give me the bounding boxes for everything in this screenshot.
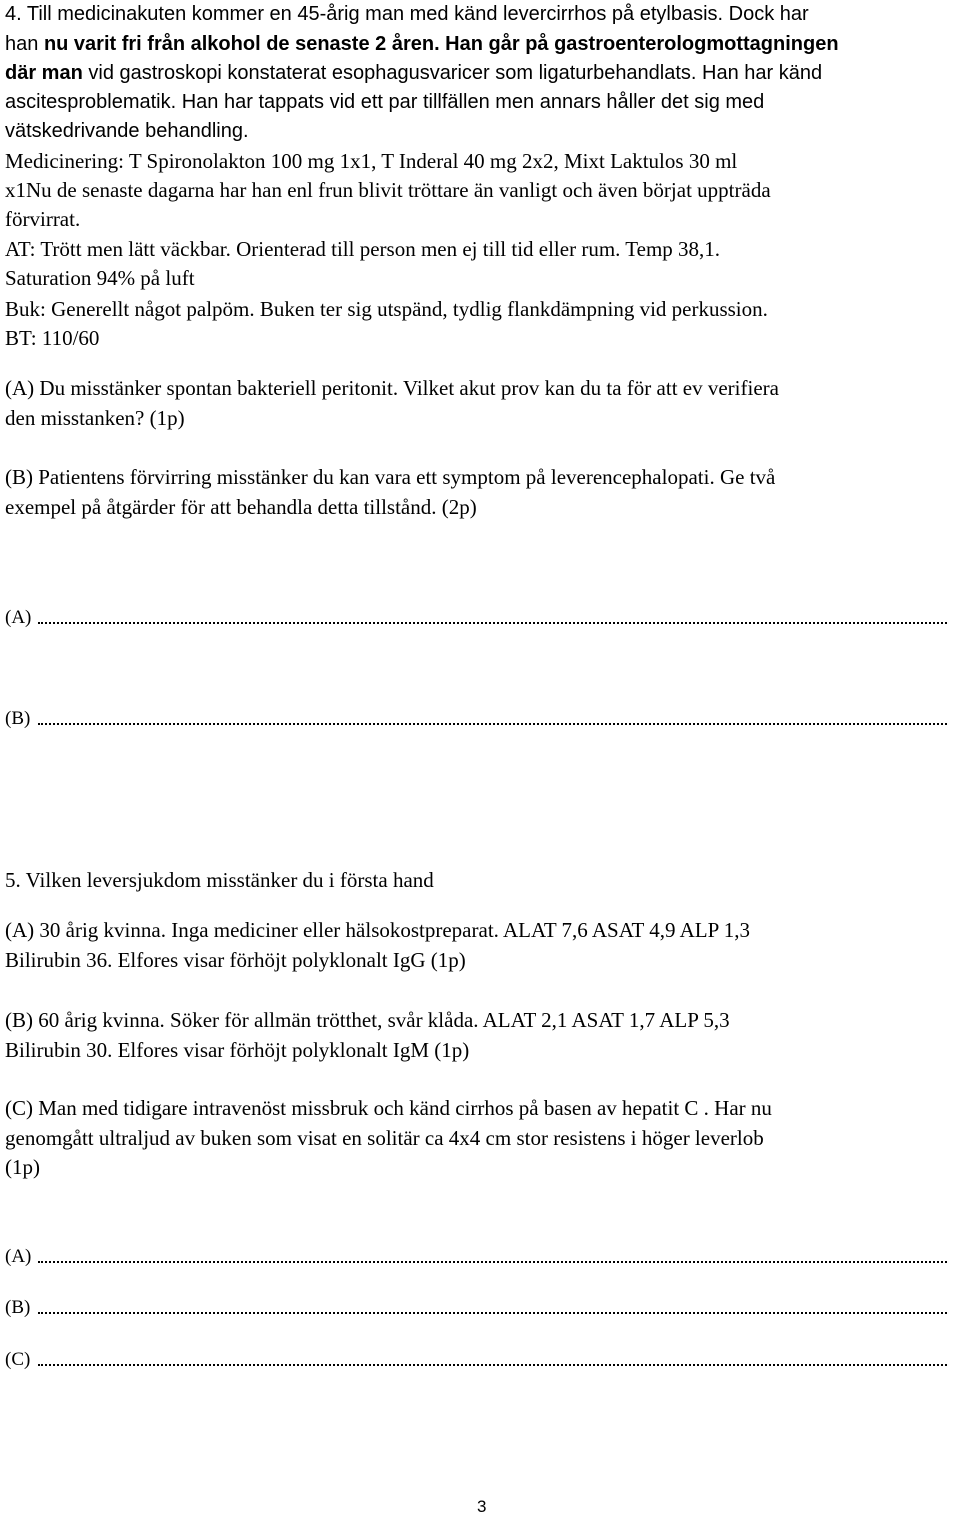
answer-dotted-rule	[38, 1261, 947, 1263]
q4-question-b-line-2: exempel på åtgärder för att behandla detta tillstånd. (2p)	[5, 495, 477, 519]
page-number: 3	[477, 1497, 487, 1516]
q4-text-line-3-plain: vid gastroskopi konstaterat esophagusvaricer som ligaturbehandlats. Han har känd	[82, 62, 823, 84]
q5-answer-a-label: (A)	[5, 1246, 32, 1267]
q4-text-line-8: förvirrat.	[5, 207, 81, 231]
q5-case-c-line-2: genomgått ultraljud av buken som visat en solitär ca 4x4 cm stor resistens i höger leverlob	[5, 1126, 764, 1150]
q4-text-line-1: 4. Till medicinakuten kommer en 45-årig man med känd levercirrhos på etylbasis. Dock har	[5, 3, 809, 25]
answer-dotted-rule	[38, 1364, 947, 1366]
q5-case-c-line-1: (C) Man med tidigare intravenöst missbruk och känd cirrhos på basen av hepatit C . Har nu	[5, 1096, 772, 1120]
q4-answer-a-label: (A)	[5, 607, 32, 628]
q5-case-b-line-2: Bilirubin 30. Elfores visar förhöjt polyklonalt IgM (1p)	[5, 1038, 470, 1062]
q4-text-line-3	[5, 59, 822, 87]
q5-title: 5. Vilken leversjukdom misstänker du i första hand	[5, 868, 434, 892]
q5-case-b-line-1: (B) 60 årig kvinna. Söker för allmän trötthet, svår klåda. ALAT 2,1 ASAT 1,7 ALP 5,3	[5, 1008, 730, 1032]
q5-answer-c-line[interactable]	[5, 1347, 947, 1373]
answer-dotted-rule	[38, 622, 947, 624]
q5-case-c-line-3: (1p)	[5, 1155, 40, 1179]
q4-text-line-4: ascitesproblematik. Han har tappats vid ett par tillfällen men annars håller det sig med	[5, 91, 765, 113]
q4-text-line-2-bold: nu varit fri från alkohol de senaste 2 åren. Han går på gastroenterologmottagningen	[43, 33, 839, 55]
q4-text-line-7: x1Nu de senaste dagarna har han enl frun blivit tröttare än vanligt och även börjat uppträda	[5, 178, 771, 202]
q4-answer-b-line[interactable]	[5, 706, 947, 732]
q5-answer-b-line[interactable]	[5, 1295, 947, 1321]
q4-question-b-line-1: (B) Patientens förvirring misstänker du kan vara ett symptom på leverencephalopati. Ge två	[5, 465, 776, 489]
q4-text-line-2-plain: han	[5, 33, 44, 55]
q4-question-a-line-2: den misstanken? (1p)	[5, 406, 185, 430]
q5-case-a-line-1: (A) 30 årig kvinna. Inga mediciner eller hälsokostpreparat. ALAT 7,6 ASAT 4,9 ALP 1,3	[5, 918, 750, 942]
q4-text-line-3-bold: där man	[5, 62, 83, 84]
q4-answer-a-line[interactable]	[5, 605, 947, 631]
q4-blood-pressure-line: BT: 110/60	[5, 326, 100, 350]
q4-text-line-2	[5, 30, 839, 58]
q5-case-a-line-2: Bilirubin 36. Elfores visar förhöjt polyklonalt IgG (1p)	[5, 948, 466, 972]
q4-answer-b-label: (B)	[5, 708, 31, 729]
q4-text-line-5: vätskedrivande behandling.	[5, 120, 249, 142]
q4-medication-line: Medicinering: T Spironolakton 100 mg 1x1, T Inderal 40 mg 2x2, Mixt Laktulos 30 ml	[5, 149, 738, 173]
answer-dotted-rule	[38, 1312, 947, 1314]
q5-answer-b-label: (B)	[5, 1297, 31, 1318]
q4-status-line: AT: Trött men lätt väckbar. Orienterad till person men ej till tid eller rum. Temp 38,1.	[5, 237, 721, 261]
q4-question-a-line-1: (A) Du misstänker spontan bakteriell peritonit. Vilket akut prov kan du ta för att ev verifiera	[5, 376, 779, 400]
q5-answer-c-label: (C)	[5, 1349, 31, 1370]
q5-answer-a-line[interactable]	[5, 1244, 947, 1270]
q4-saturation-line: Saturation 94% på luft	[5, 266, 195, 290]
answer-dotted-rule	[38, 723, 947, 725]
q4-abdomen-line: Buk: Generellt något palpöm. Buken ter sig utspänd, tydlig flankdämpning vid perkussion.	[5, 297, 768, 321]
